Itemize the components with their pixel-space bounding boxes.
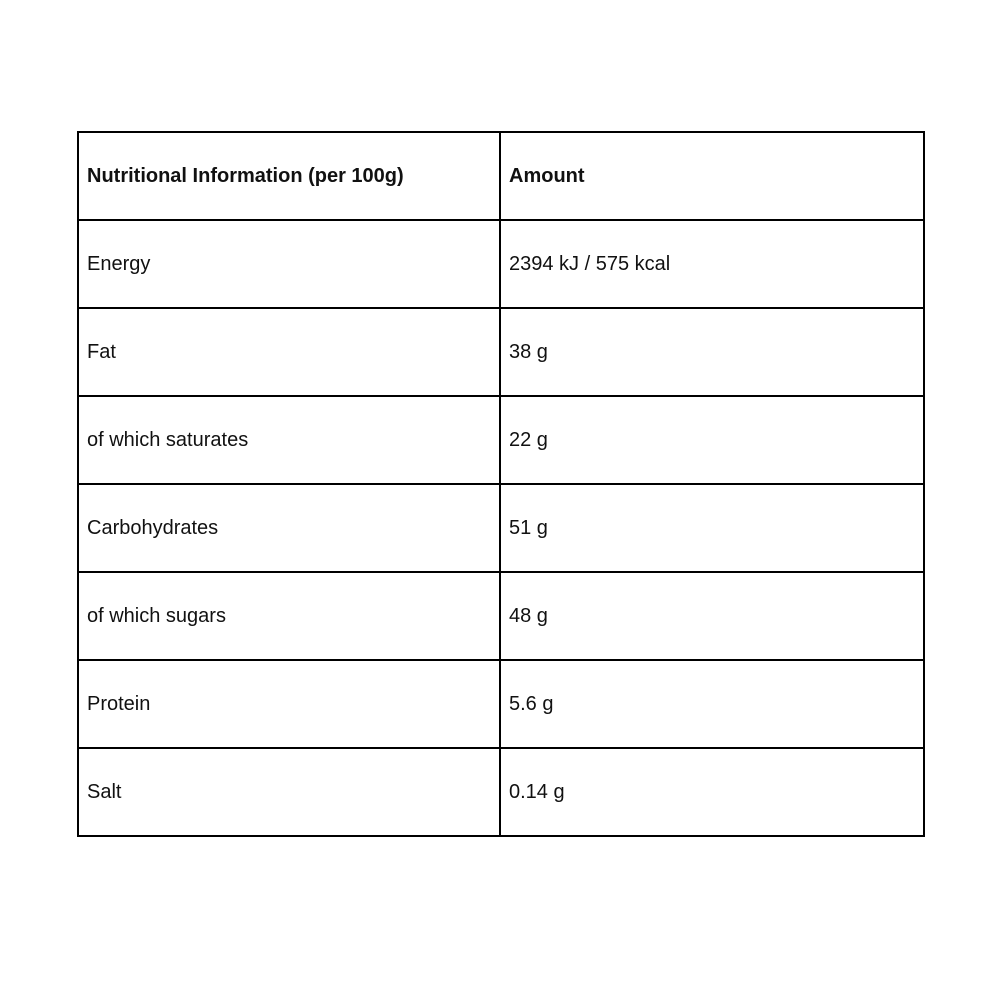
- nutrient-amount: 48 g: [500, 572, 924, 660]
- nutrient-amount: 38 g: [500, 308, 924, 396]
- table-header: [78, 132, 924, 220]
- nutrient-amount: 22 g: [500, 396, 924, 484]
- table-body: [78, 220, 924, 836]
- header-amount: Amount: [500, 132, 924, 220]
- table-row: [78, 396, 924, 484]
- nutrient-amount: 0.14 g: [500, 748, 924, 836]
- nutrient-name: Carbohydrates: [78, 484, 500, 572]
- header-row: [78, 132, 924, 220]
- nutrient-amount: 5.6 g: [500, 660, 924, 748]
- nutrition-table: [77, 131, 925, 837]
- table-row: [78, 484, 924, 572]
- nutrient-amount: 51 g: [500, 484, 924, 572]
- nutrient-name: Energy: [78, 220, 500, 308]
- nutrient-name: of which sugars: [78, 572, 500, 660]
- nutrient-amount: 2394 kJ / 575 kcal: [500, 220, 924, 308]
- nutrient-name: Salt: [78, 748, 500, 836]
- nutrient-name: of which saturates: [78, 396, 500, 484]
- header-nutritional-information: Nutritional Information (per 100g): [78, 132, 500, 220]
- table-row: [78, 748, 924, 836]
- table-row: [78, 572, 924, 660]
- nutrient-name: Fat: [78, 308, 500, 396]
- table-row: [78, 308, 924, 396]
- nutrient-name: Protein: [78, 660, 500, 748]
- table-row: [78, 220, 924, 308]
- table-row: [78, 660, 924, 748]
